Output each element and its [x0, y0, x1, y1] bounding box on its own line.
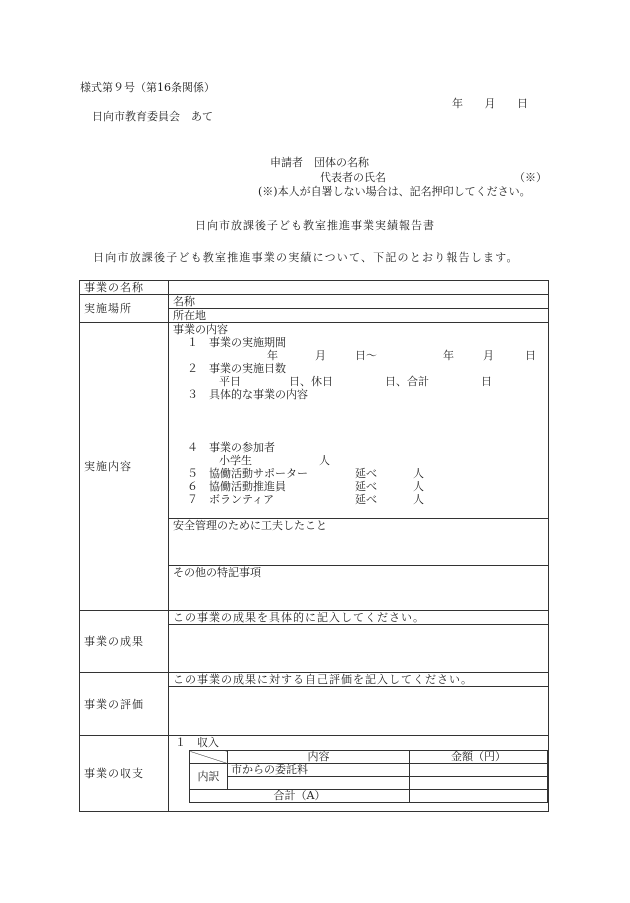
- promoter-row: [173, 480, 544, 493]
- students-label: 小学生: [219, 454, 252, 467]
- business-name-field[interactable]: [169, 281, 549, 295]
- representative-name-label: 代表者の氏名: [320, 171, 386, 184]
- income-corner-cell: [190, 751, 228, 764]
- location-name-label: 名称: [173, 295, 195, 308]
- income-row1-amount[interactable]: [410, 764, 548, 777]
- total-days-label: 日、合計: [385, 375, 429, 388]
- total-days-unit: 日: [481, 375, 492, 388]
- period-date-row: [173, 349, 544, 362]
- addressee: 日向市教育委員会 あて: [92, 110, 213, 123]
- income-row2-amount[interactable]: [410, 777, 548, 790]
- business-name-label: 事業の名称: [80, 281, 169, 295]
- other-field[interactable]: [169, 566, 549, 611]
- period-year-end: 年: [443, 349, 454, 362]
- weekday-label: 平日: [219, 375, 241, 388]
- participants-item: ４ 事業の参加者: [187, 441, 275, 454]
- evaluation-label: 事業の評価: [80, 673, 169, 736]
- volunteer-total: 延べ: [355, 493, 377, 506]
- content-label: 実施内容: [80, 323, 169, 611]
- days-item: ２ 事業の実施日数: [187, 362, 286, 375]
- form-number: 様式第９号（第16条関係）: [80, 81, 215, 94]
- safety-label: 安全管理のために工夫したこと: [173, 519, 327, 532]
- location-address-label: 所在地: [173, 309, 206, 322]
- signature-note: (※)本人が自署しない場合は、記名押印してください。: [258, 185, 531, 198]
- period-month-end: 月: [483, 349, 494, 362]
- income-heading: １ 収入: [175, 736, 219, 749]
- date-line: 年 月 日: [452, 97, 528, 110]
- income-field: [169, 736, 549, 812]
- period-day-start: 日～: [355, 349, 377, 362]
- lead-paragraph: 日向市放課後子ども教室推進事業の実績について、下記のとおり報告します。: [93, 251, 519, 264]
- evaluation-field[interactable]: [169, 687, 549, 736]
- content-field[interactable]: [169, 323, 549, 519]
- location-label: 実施場所: [80, 295, 169, 323]
- supporter-total: 延べ: [355, 467, 377, 480]
- safety-field[interactable]: [169, 519, 549, 566]
- document-title: 日向市放課後子ども教室推進事業実績報告書: [195, 219, 435, 232]
- result-label: 事業の成果: [80, 611, 169, 673]
- income-col-amount: 金額（円）: [410, 751, 548, 764]
- location-name-field[interactable]: [169, 295, 549, 309]
- details-item: ３ 具体的な事業の内容: [187, 388, 308, 401]
- other-label: その他の特記事項: [173, 566, 261, 579]
- volunteer-label: ７ ボランティア: [187, 493, 275, 506]
- result-note: この事業の成果を具体的に記入してください。: [169, 611, 549, 625]
- period-day-end: 日: [525, 349, 536, 362]
- promoter-total: 延べ: [355, 480, 377, 493]
- supporter-label: ５ 協働活動サポーター: [187, 467, 308, 480]
- period-year-start: 年: [267, 349, 278, 362]
- promoter-label: ６ 協働活動推進員: [187, 480, 286, 493]
- students-unit: 人: [319, 454, 330, 467]
- location-address-field[interactable]: [169, 309, 549, 323]
- income-total-amount[interactable]: [410, 790, 548, 803]
- supporter-row: [173, 467, 544, 480]
- report-table: [79, 280, 549, 812]
- result-field[interactable]: [169, 625, 549, 673]
- seal-mark: （※）: [514, 171, 547, 184]
- content-heading: 事業の内容: [173, 323, 228, 336]
- income-col-content: 内容: [228, 751, 410, 764]
- days-row: [173, 375, 544, 388]
- volunteer-unit: 人: [413, 493, 424, 506]
- promoter-unit: 人: [413, 480, 424, 493]
- income-breakdown-label: 内訳: [190, 764, 228, 790]
- income-label: 事業の収支: [80, 736, 169, 812]
- period-item: １ 事業の実施期間: [187, 336, 286, 349]
- applicant-group-name-label: 申請者 団体の名称: [270, 156, 369, 169]
- income-table: [189, 750, 548, 803]
- income-row2-content[interactable]: [228, 777, 410, 790]
- income-row1-content: 市からの委託料: [228, 764, 410, 777]
- students-row: [173, 454, 544, 467]
- income-total-label: 合計（A）: [190, 790, 410, 803]
- supporter-unit: 人: [413, 467, 424, 480]
- holiday-label: 日、休日: [289, 375, 333, 388]
- volunteer-row: [173, 493, 544, 506]
- evaluation-note: この事業の成果に対する自己評価を記入してください。: [169, 673, 549, 687]
- period-month-start: 月: [315, 349, 326, 362]
